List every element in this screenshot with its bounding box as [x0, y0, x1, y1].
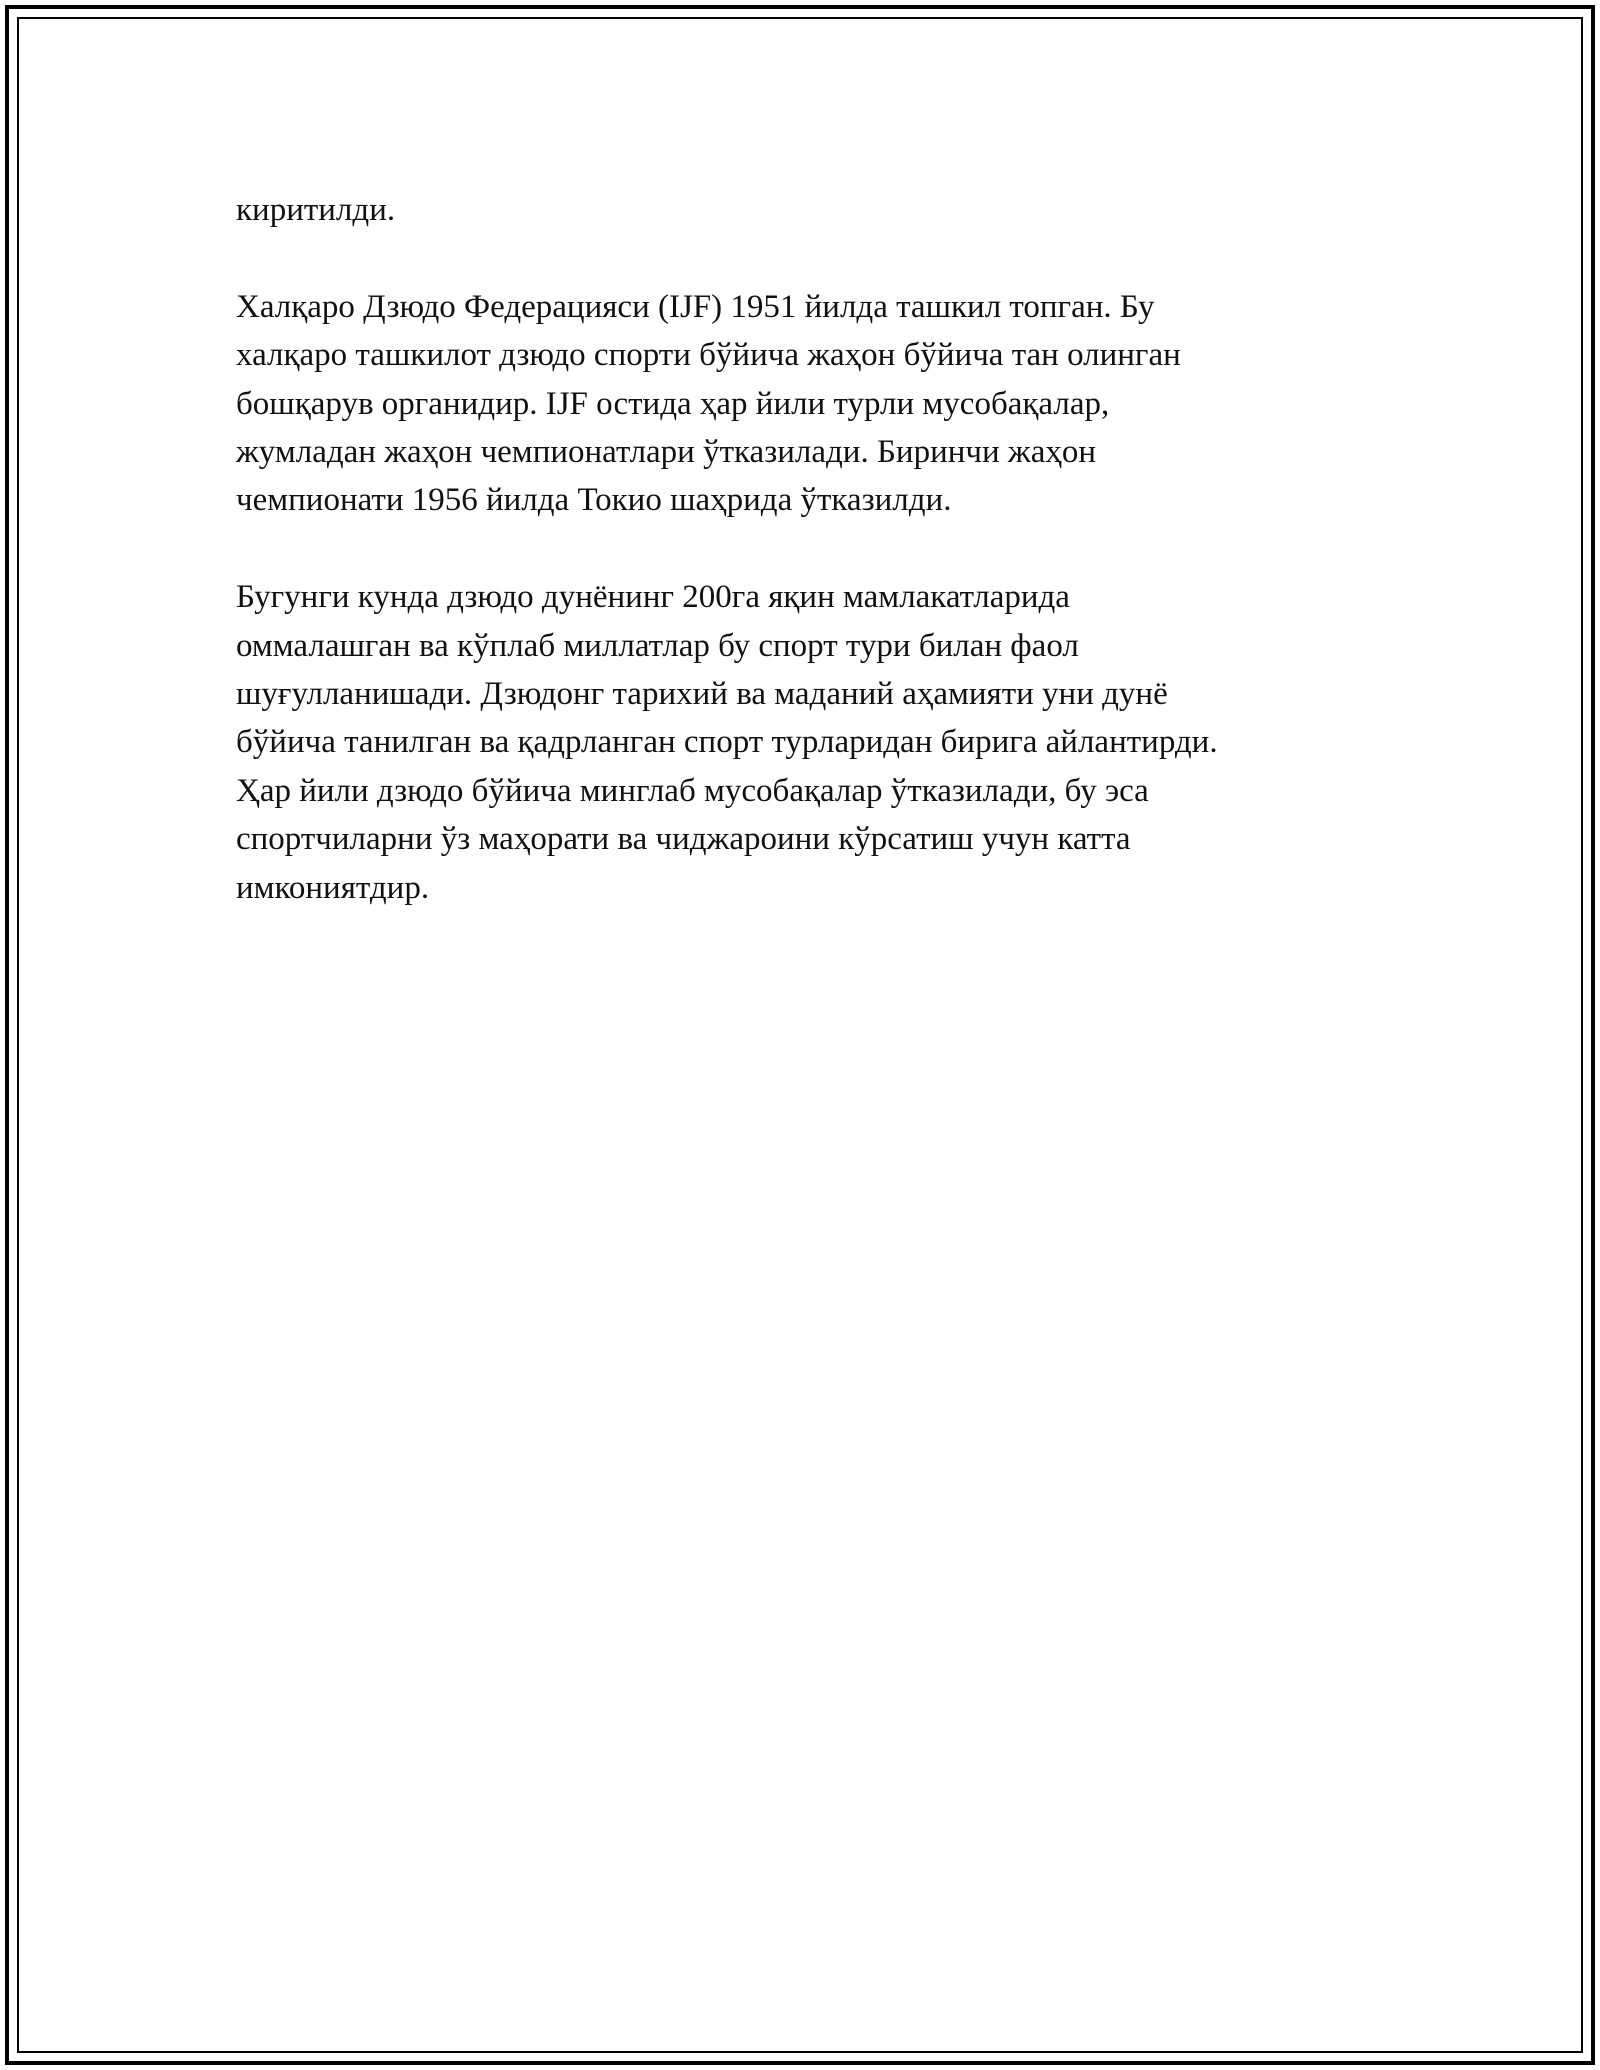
- paragraph-3: [236, 573, 1386, 912]
- document-body: [236, 186, 1386, 912]
- paragraph-2-line-4: жумладан жаҳон чемпионатлари ўтказилади. Биринчи жаҳон: [236, 434, 1096, 471]
- paragraph-3-line-1: Бугунги кунда дзюдо дунёнинг 200га яқин мамлакатларида: [236, 579, 1070, 616]
- paragraph-3-line-5: Ҳар йили дзюдо бўйича минглаб мусобақалар ўтказилади, бу эса: [236, 772, 1149, 809]
- paragraph-3-line-2: оммалашган ва кўплаб миллатлар бу спорт тури билан фаол: [236, 627, 1079, 664]
- paragraph-2-line-1: Халқаро Дзюдо Федерацияси (IJF) 1951 йилда ташкил топган. Бу: [236, 288, 1155, 325]
- paragraph-3-line-6: спортчиларни ўз маҳорати ва чиджароини кўрсатиш учун катта: [236, 821, 1131, 858]
- paragraph-3-line-4: бўйича танилган ва қадрланган спорт турларидан бирига айлантирди.: [236, 724, 1218, 761]
- paragraph-2-line-5: чемпионати 1956 йилда Токио шаҳрида ўтказилди.: [236, 482, 952, 519]
- paragraph-1: [236, 186, 1386, 234]
- paragraph-1-line-1: киритилди.: [236, 192, 396, 228]
- paragraph-2-line-2: халқаро ташкилот дзюдо спорти бўйича жаҳон бўйича тан олинган: [236, 337, 1181, 374]
- paragraph-2: [236, 283, 1386, 525]
- paragraph-3-line-7: имкониятдир.: [236, 869, 430, 906]
- paragraph-3-line-3: шуғулланишади. Дзюдонг тарихий ва маданий аҳамияти уни дунё: [236, 676, 1168, 713]
- paragraph-2-line-3: бошқарув органидир. IJF остида ҳар йили турли мусобақалар,: [236, 385, 1110, 422]
